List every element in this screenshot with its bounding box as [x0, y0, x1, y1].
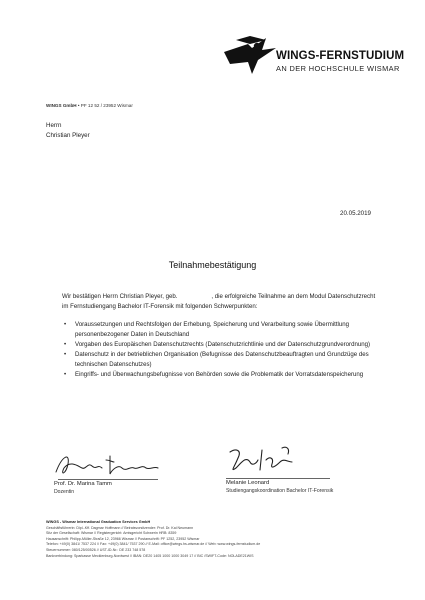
signer-name-1: Prof. Dr. Marina Tamm [54, 481, 112, 487]
recipient-address [46, 121, 90, 141]
footer-heading: WINGS - Wismar International Graduation Services GmbH [46, 520, 151, 524]
signer-role-2: Studiengangskoordination Bachelor IT-Forensik [226, 488, 334, 494]
footer-line: Geschäftsführerin: Dipl.-Kff. Dagmar Hoffmann // Beiratsvorsitzender: Prof. Dr. Kai Neumann [46, 525, 194, 530]
list-item: • Vorgaben des Europäischen Datenschutzrechts (Datenschutzrichtlinie und der Datenschutzgrundverordnung) [62, 340, 392, 350]
document-title: Teilnahmebestätigung [168, 260, 257, 270]
sender-org: WINGS GmbH [46, 103, 77, 108]
footer-line: Hausanschrift: Philipp-Müller-Straße 12, 23966 Wismar // Postanschrift: PF 1252, 23952 Wismar [46, 536, 200, 541]
recipient-salutation: Herrn [46, 122, 62, 129]
list-item: • Datenschutz in der betrieblichen Organisation (Befugnisse des Datenschutzbeauftragten und Grundzüge des technischen Datenschutzes) [62, 350, 392, 370]
graduate-bird-logo-icon [222, 34, 280, 78]
signature-block-coordinator [222, 444, 392, 496]
intro-paragraph: Wir bestätigen Herrn Christian Pleyer, geb. , die erfolgreiche Teilnahme an dem Modul Datenschutzrecht im Fernstudiengang Bachelor IT-Forensik mit folgenden Schwerpunkten: [62, 293, 377, 310]
sender-address: • PF 12 52 / 23952 Wismar [77, 103, 133, 108]
logo-title: WINGS-FERNSTUDIUM [276, 50, 405, 62]
wings-logo [222, 32, 405, 84]
topics-list [62, 320, 392, 380]
handwritten-signature-leonard [222, 444, 312, 478]
logo-subtitle: AN DER HOCHSCHULE WISMAR [276, 64, 400, 73]
footer-line: Bankverbindung: Sparkasse Mecklenburg-Nordwest // IBAN: DE20 1405 1000 1000 3049 17 // BIC /SWIFT-Code: NOLADE21WIS [46, 553, 254, 558]
signature-block-lecturer [52, 446, 172, 496]
list-item: • Voraussetzungen und Rechtsfolgen der Erhebung, Speicherung und Verarbeitung sowie Übermittlung personenbezogener Daten in Deutschland [62, 320, 392, 340]
company-footer [46, 520, 391, 559]
footer-line: Steuernummer: 080/125/00526 // UST-ID-Nr.: DE 233 748 578 [46, 547, 146, 552]
sender-line [46, 103, 133, 108]
letter-date: 20.05.2019 [340, 210, 371, 217]
signer-role-1: Dozentin [54, 489, 75, 495]
signature-line [58, 479, 158, 480]
recipient-name: Christian Pleyer [46, 132, 90, 139]
handwritten-signature-tamm [52, 446, 162, 480]
footer-line: Telefon: +49(0) 3841/ 7537 224 // Fax: +49(0) 3841/ 7537 290 // E-Mail: office@wings.hs-wismar.de // Web: www.wings-fernstudium.de [46, 542, 261, 547]
signature-line [226, 478, 330, 479]
signer-name-2: Melanie Leonard [226, 480, 270, 486]
footer-line: Sitz der Gesellschaft: Wismar // Registergericht: Amtsgericht Schwerin HRB: 8359 [46, 531, 177, 536]
list-item: • Eingriffs- und Überwachungsbefugnisse von Behörden sowie die Problematik der Vorratsdatenspeicherung [62, 370, 392, 380]
